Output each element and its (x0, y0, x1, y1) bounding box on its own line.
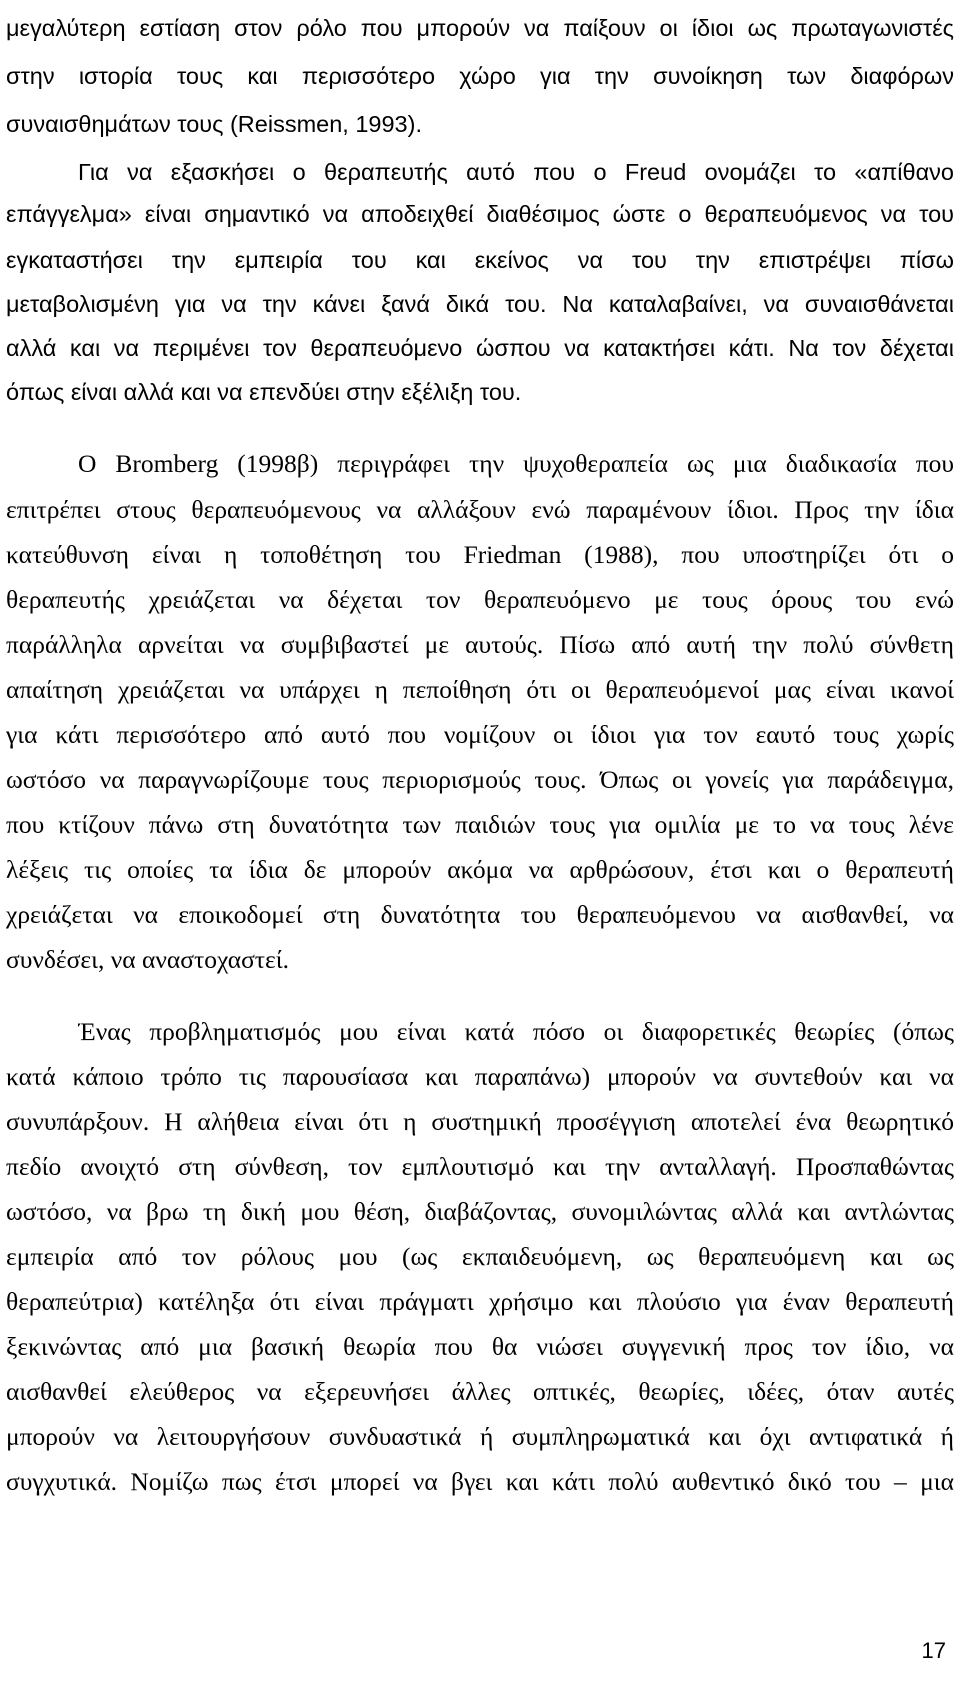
text-line: απαίτηση χρειάζεται να υπάρχει η πεποίθηση ότι οι θεραπευόμενοί μας είναι ικανοί (6, 675, 954, 704)
text-line: ξεκινώντας από μια βασική θεωρία που θα νιώσει συγγενική προς τον ίδιο, να (6, 1332, 954, 1361)
text-line: επάγγελμα» είναι σημαντικό να αποδειχθεί διαθέσιμος ώστε ο θεραπευόμενος να του (6, 201, 954, 227)
text-line: ωστόσο να παραγνωρίζουμε τους περιορισμούς τους. Όπως οι γονείς για παράδειγμα, (6, 765, 954, 794)
text-line: όπως είναι αλλά και να επενδύει στην εξέλιξη του. (6, 379, 522, 405)
text-line: Ο Bromberg (1998β) περιγράφει την ψυχοθεραπεία ως μια διαδικασία που (78, 449, 954, 478)
text-line: κατά κάποιο τρόπο τις παρουσίασα και παραπάνω) μπορούν να συντεθούν και να (6, 1062, 954, 1091)
text-line: εμπειρία από τον ρόλους μου (ως εκπαιδευόμενη, ως θεραπευόμενη και ως (6, 1242, 954, 1271)
text-line: κατεύθυνση είναι η τοποθέτηση του Friedman (1988), που υποστηρίζει ότι ο (6, 540, 954, 569)
text-line: μεγαλύτερη εστίαση στον ρόλο που μπορούν να παίξουν οι ίδιοι ως πρωταγωνιστές (6, 15, 954, 41)
text-line: αισθανθεί ελεύθερος να εξερευνήσει άλλες οπτικές, θεωρίες, ιδέες, όταν αυτές (6, 1377, 954, 1406)
text-line: συνυπάρξουν. Η αλήθεια είναι ότι η συστημική προσέγγιση αποτελεί ένα θεωρητικό (6, 1107, 954, 1136)
text-line: επιτρέπει στους θεραπευόμενους να αλλάξουν ενώ παραμένουν ίδιοι. Προς την ίδια (6, 495, 954, 524)
text-line: Για να εξασκήσει ο θεραπευτής αυτό που ο Freud ονομάζει το «απίθανο (78, 159, 954, 185)
text-line: λέξεις τις οποίες τα ίδια δε μπορούν ακόμα να αρθρώσουν, έτσι και ο θεραπευτή (6, 855, 954, 884)
text-line: πεδίο ανοιχτό στη σύνθεση, τον εμπλουτισμό και την ανταλλαγή. Προσπαθώντας (6, 1152, 954, 1181)
text-line: θεραπευτής χρειάζεται να δέχεται τον θεραπευόμενο με τους όρους του ενώ (6, 585, 954, 614)
text-line: μπορούν να λειτουργήσουν συνδυαστικά ή συμπληρωματικά και όχι αντιφατικά ή (6, 1422, 954, 1451)
text-line: παράλληλα αρνείται να συμβιβαστεί με αυτούς. Πίσω από αυτή την πολύ σύνθετη (6, 630, 954, 659)
text-line: που κτίζουν πάνω στη δυνατότητα των παιδιών τους για ομιλία με το να τους λένε (6, 810, 954, 839)
text-line: συνδέσει, να αναστοχαστεί. (6, 945, 290, 974)
page-number: 17 (921, 1638, 946, 1663)
text-line: για κάτι περισσότερο από αυτό που νομίζουν οι ίδιοι για τον εαυτό τους χωρίς (6, 720, 954, 749)
text-line: ωστόσο, να βρω τη δική μου θέση, διαβάζοντας, συνομιλώντας αλλά και αντλώντας (6, 1197, 954, 1226)
text-line: Ένας προβληματισμός μου είναι κατά πόσο οι διαφορετικές θεωρίες (όπως (78, 1017, 954, 1046)
text-line: μεταβολισμένη για να την κάνει ξανά δικά του. Να καταλαβαίνει, να συναισθάνεται (6, 291, 954, 317)
text-line: συναισθημάτων τους (Reissmen, 1993). (6, 111, 422, 137)
text-line: χρειάζεται να εποικοδομεί στη δυνατότητα του θεραπευόμενου να αισθανθεί, να (6, 900, 954, 929)
text-line: αλλά και να περιμένει τον θεραπευόμενο ώσπου να κατακτήσει κάτι. Να τον δέχεται (6, 335, 954, 361)
text-line: συγχυτικά. Νομίζω πως έτσι μπορεί να βγει και κάτι πολύ αυθεντικό δικό του – μια (6, 1467, 954, 1496)
text-line: στην ιστορία τους και περισσότερο χώρο για την συνοίκηση των διαφόρων (6, 63, 954, 89)
text-line: εγκαταστήσει την εμπειρία του και εκείνος να του την επιστρέψει πίσω (6, 247, 954, 273)
text-line: θεραπεύτρια) κατέληξα ότι είναι πράγματι χρήσιμο και πλούσιο για έναν θεραπευτή (6, 1287, 954, 1316)
